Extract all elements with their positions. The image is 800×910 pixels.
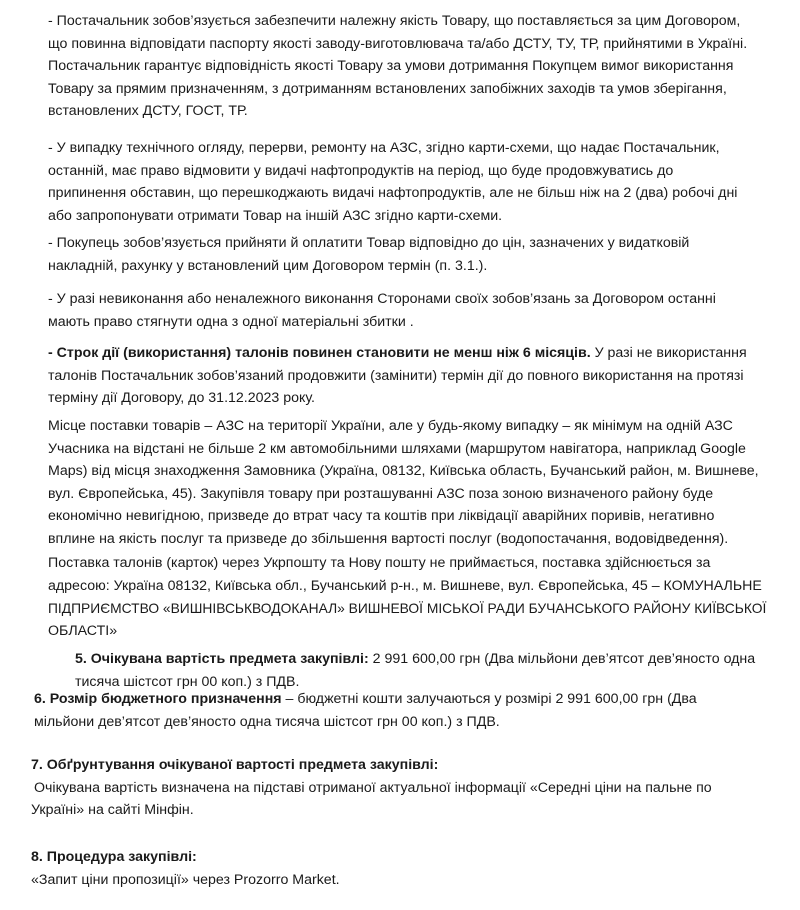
section-5-heading: 5. Очікувана вартість предмета закупівлі: <box>75 651 369 667</box>
text-line: останній, має право відмовити у видачі нафтопродуктів на період, що буде продовжуватись до <box>48 162 674 179</box>
text-line: що повинна відповідати паспорту якості заводу-виготовлювача та/або ДСТУ, ТУ, ТР, прийнятими в Україні. <box>48 35 748 52</box>
text-line: вул. Європейська, 45). Закупівля товару при розташуванні АЗС поза зоною визначеного району буде <box>48 485 714 502</box>
text-run: – бюджетні кошти залучаються у розмірі 2 991 600,00 грн (Два <box>281 691 697 707</box>
text-line: ОБЛАСТІ» <box>48 622 118 639</box>
text-line: адресою: Україна 08132, Київська обл., Бучанський р-н., м. Вишневе, вул. Європейська, 45 – КОМУНАЛЬНЕ <box>48 577 762 594</box>
text-line: Постачальник гарантує відповідність якості Товару за умови дотримання Покупцем вимог використання <box>48 58 734 74</box>
text-line: припинення обставин, що перешкоджають видачі нафтопродуктів, але не більш ніж на 2 (два) робочі дні <box>48 185 738 201</box>
text-line: Поставка талонів (карток) через Укрпошту та Нову пошту не приймається, поставка здійснюється за <box>48 555 711 571</box>
text-line: або запропонувати отримати Товар на іншій АЗС згідно карти-схеми. <box>48 207 503 224</box>
text-line: Учасника на відстані не більше 2 км автомобільними шляхами (маршрутом навігатора, наприклад Google <box>48 440 746 457</box>
section-procedure <box>31 846 771 891</box>
text-line: Місце поставки товарів – АЗС на території України, але у будь-якому випадку – як мінімум на одній АЗС <box>48 418 733 434</box>
text-line <box>75 648 765 671</box>
text-line: терміну дії Договору, до 31.12.2023 року. <box>48 390 315 406</box>
paragraph-quality <box>48 10 770 123</box>
paragraph-delivery-address <box>48 552 770 642</box>
text-line <box>48 342 770 365</box>
text-line: - У разі невиконання або неналежного виконання Сторонами своїх зобов’язань за Договором останні <box>48 291 716 307</box>
section-cost-justification <box>31 754 771 822</box>
text-line: - Покупець зобов’язується прийняти й оплатити Товар відповідно до цін, зазначених у видатковій <box>48 235 690 251</box>
section-budget <box>34 688 764 733</box>
paragraph-buyer <box>48 232 770 277</box>
section-expected-cost <box>75 648 765 693</box>
text-line <box>34 688 764 711</box>
text-line: економічно невигідною, призведе до втрат часу та коштів при ліквідації аварійних поривів, негативно <box>48 508 715 524</box>
text-line: вплине на якість послуг та призведе до збільшення вартості послуг (водопостачання, водовідведення). <box>48 530 729 547</box>
text-line: мільйони дев’ятсот дев’яносто одна тисяча шістсот грн 00 коп.) з ПДВ. <box>34 713 500 730</box>
section-6-heading: 6. Розмір бюджетного призначення <box>34 691 282 707</box>
text-line: «Запит ціни пропозиції» через Prozorro Market. <box>31 871 340 888</box>
paragraph-damages <box>48 288 770 333</box>
text-line: встановлених ДСТУ, ГОСТ, ТР. <box>48 103 248 119</box>
bold-text: - Строк дії (використання) талонів повинен становити не менш ніж 6 місяців. <box>48 345 591 361</box>
text-line: тисяча шістсот грн 00 коп.) з ПДВ. <box>75 673 300 690</box>
paragraph-coupon-validity <box>48 342 770 410</box>
text-line: Maps) від місця знаходження Замовника (Україна, 08132, Київська область, Бучанський район, м. Вишневе, <box>48 463 759 479</box>
text-line: ПІДПРИЄМСТВО «ВИШНІВСЬКВОДОКАНАЛ» ВИШНЕВОЇ МІСЬКОЇ РАДИ БУЧАНСЬКОГО РАЙОНУ КИЇВСЬКОЇ <box>48 600 767 616</box>
text-line: Очікувана вартість визначена на підставі отриманої актуальної інформації «Середні ціни на пальне по <box>34 779 712 796</box>
text-line: талонів Постачальник зобов’язаний продовжити (замінити) термін дії до повного використання на протязі <box>48 367 744 384</box>
text-run: 2 991 600,00 грн (Два мільйони дев’ятсот дев’яносто одна <box>368 651 756 667</box>
paragraph-inspection <box>48 137 770 227</box>
text-run: У разі не використання <box>590 345 747 361</box>
text-line: Україні» на сайті Мінфін. <box>31 802 194 818</box>
section-8-heading: 8. Процедура закупівлі: <box>31 849 197 865</box>
text-line: мають право стягнути одна з одної матеріальні збитки . <box>48 313 414 330</box>
paragraph-delivery-place <box>48 415 770 550</box>
text-line: - У випадку технічного огляду, перерви, ремонту на АЗС, згідно карти-схеми, що надає Постачальник, <box>48 140 720 156</box>
text-line: Товару за прямим призначенням, з дотриманням встановлених запобіжних заходів та умов зберігання, <box>48 80 727 97</box>
text-line: накладній, рахунку у встановлений цим Договором термін (п. 3.1.). <box>48 257 488 274</box>
section-7-heading: 7. Обґрунтування очікуваної вартості предмета закупівлі: <box>31 757 439 773</box>
text-line: - Постачальник зобов’язується забезпечити належну якість Товару, що поставляється за цим Договором, <box>48 13 741 29</box>
